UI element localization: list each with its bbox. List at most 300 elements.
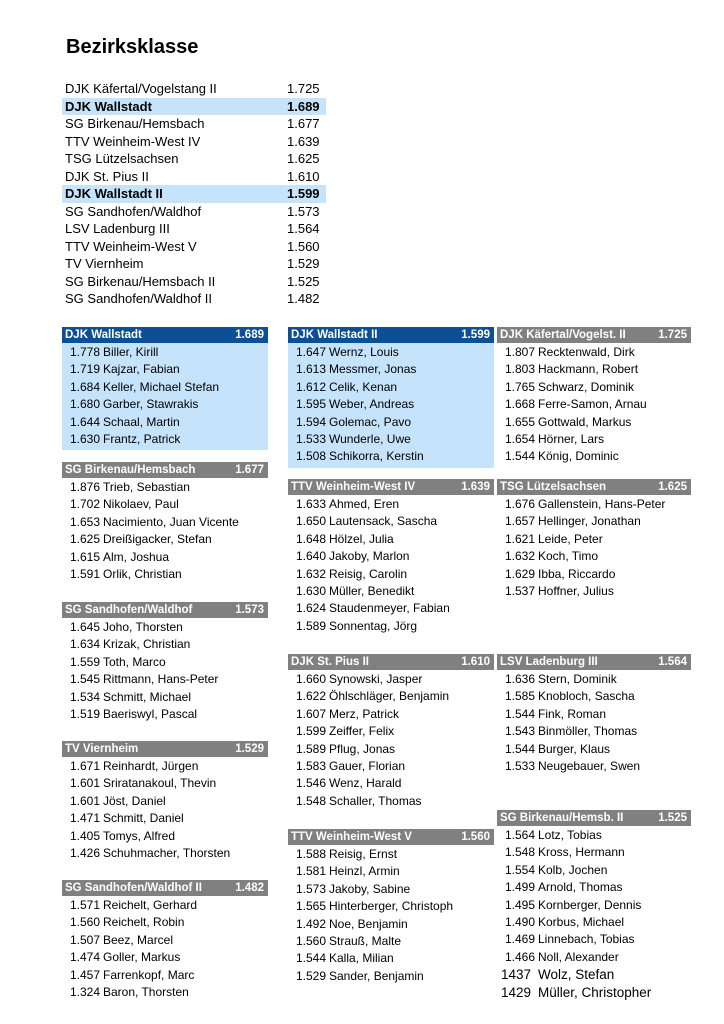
ranking-team-value: 1.560 <box>287 238 320 254</box>
player-name: Nikolaev, Paul <box>103 497 179 512</box>
player-name: Dreißigacker, Stefan <box>103 532 212 547</box>
player-value: 1.660 <box>296 672 327 686</box>
team-name: LSV Ladenburg III <box>500 656 598 668</box>
team-name: SG Birkenau/Hemsbach <box>65 464 196 476</box>
player-value: 1.490 <box>505 914 536 929</box>
ranking-row <box>62 255 326 273</box>
player-row <box>497 396 691 413</box>
team-block-djk-kaefertal <box>497 327 691 466</box>
player-name: Leide, Peter <box>538 531 603 546</box>
player-row <box>288 361 494 378</box>
player-value: 1.807 <box>505 345 536 359</box>
ranking-team-name: DJK St. Pius II <box>65 168 149 184</box>
player-name: Kolb, Jochen <box>538 862 608 877</box>
player-name: Baeriswyl, Pascal <box>103 706 198 721</box>
team-block-sg-sandhofen <box>62 602 268 723</box>
player-name: Merz, Patrick <box>329 706 400 721</box>
player-value: 1.634 <box>70 637 101 652</box>
player-value: 1.650 <box>296 514 327 529</box>
player-row <box>497 723 691 740</box>
player-name: Schuhmacher, Thorsten <box>103 845 231 860</box>
player-name: Schaal, Martin <box>103 414 180 429</box>
player-value: 1.457 <box>70 967 101 982</box>
player-name: Kross, Hermann <box>538 845 625 860</box>
player-name: Jakoby, Sabine <box>329 881 411 896</box>
player-row <box>497 531 691 548</box>
player-value: 1.559 <box>70 654 101 669</box>
player-name: Schaller, Thomas <box>329 793 422 808</box>
player-row <box>497 706 691 723</box>
player-value: 1.471 <box>70 811 101 826</box>
player-row <box>288 513 494 530</box>
player-value: 1.585 <box>505 689 536 704</box>
player-row <box>62 914 268 931</box>
player-row <box>62 514 268 531</box>
team-value: 1.564 <box>658 656 687 668</box>
player-name: Gallenstein, Hans-Peter <box>538 497 666 511</box>
player-row <box>288 846 494 863</box>
player-row <box>62 361 268 378</box>
ranking-row <box>62 290 326 308</box>
player-name: Gauer, Florian <box>329 758 406 773</box>
player-row <box>288 414 494 431</box>
player-row <box>288 618 494 635</box>
ranking-team-value: 1.689 <box>287 98 320 114</box>
ranking-row <box>62 150 326 168</box>
player-list <box>288 845 494 985</box>
team-block-djk-wallstadt-2 <box>288 327 494 468</box>
player-list <box>288 670 494 810</box>
player-list <box>497 495 691 600</box>
player-row <box>288 950 494 967</box>
ranking-row <box>62 168 326 186</box>
player-name: Binmöller, Thomas <box>538 724 638 739</box>
ranking-row <box>62 98 326 116</box>
player-value: 1.544 <box>505 741 536 756</box>
team-value: 1.689 <box>235 329 264 341</box>
player-value: 1.629 <box>505 566 536 581</box>
player-name: Öhlschläger, Benjamin <box>329 689 450 704</box>
player-value: 1.533 <box>505 758 536 773</box>
ranking-row <box>62 185 326 203</box>
player-name: Hoffner, Julius <box>538 583 614 598</box>
ranking-team-name: DJK Wallstadt II <box>65 186 163 201</box>
player-name: Baron, Thorsten <box>103 984 189 999</box>
team-name: TTV Weinheim-West IV <box>291 481 416 493</box>
ranking-row <box>62 238 326 256</box>
player-name: Kalla, Milian <box>329 951 394 966</box>
player-name: König, Dominic <box>538 449 619 464</box>
player-value: 1.581 <box>296 864 327 879</box>
ranking-row <box>62 115 326 133</box>
player-name: Wernz, Louis <box>329 345 399 359</box>
player-list <box>288 343 494 468</box>
player-name: Schikorra, Kerstin <box>329 449 424 464</box>
player-row <box>497 741 691 758</box>
player-row <box>62 706 268 723</box>
player-row <box>497 379 691 396</box>
player-value: 1.653 <box>70 514 101 529</box>
player-row <box>497 984 691 1001</box>
player-name: Noll, Alexander <box>538 949 619 964</box>
team-name: SG Sandhofen/Waldhof II <box>65 882 202 894</box>
ranking-team-name: SG Birkenau/Hemsbach II <box>65 273 216 289</box>
player-name: Schwarz, Dominik <box>538 379 635 394</box>
player-value: 1.778 <box>70 345 101 359</box>
player-name: Golemac, Pavo <box>329 414 412 429</box>
player-row <box>497 671 691 688</box>
player-name: Weber, Andreas <box>329 397 415 412</box>
player-name: Messmer, Jonas <box>329 362 417 377</box>
player-name: Müller, Benedikt <box>329 583 415 598</box>
player-value: 1.625 <box>70 532 101 547</box>
player-row <box>497 548 691 565</box>
player-row <box>62 758 268 775</box>
player-value: 1.594 <box>296 414 327 429</box>
ranking-team-value: 1.725 <box>287 81 320 96</box>
team-value: 1.639 <box>461 481 490 493</box>
player-list <box>62 478 268 583</box>
player-row <box>62 810 268 827</box>
player-name: Sander, Benjamin <box>329 968 424 983</box>
team-name: DJK Wallstadt <box>65 329 142 341</box>
player-value: 1.647 <box>296 345 327 359</box>
team-block-tv-viernheim <box>62 741 268 862</box>
player-name: Wunderle, Uwe <box>329 431 411 446</box>
player-value: 1.636 <box>505 672 536 686</box>
player-list <box>62 757 268 862</box>
player-value: 1.645 <box>70 620 101 634</box>
player-row <box>288 723 494 740</box>
player-value: 1.612 <box>296 379 327 394</box>
player-name: Beez, Marcel <box>103 932 174 947</box>
team-name: TTV Weinheim-West V <box>291 831 412 843</box>
player-value: 1.564 <box>505 828 536 842</box>
team-block-tsg-luetzelsachsen <box>497 479 691 600</box>
player-value: 1.876 <box>70 480 101 494</box>
player-value: 1.548 <box>505 845 536 860</box>
player-name: Recktenwald, Dirk <box>538 345 635 359</box>
player-row <box>62 636 268 653</box>
player-list <box>497 826 691 1001</box>
ranking-team-value: 1.525 <box>287 273 320 289</box>
player-value: 1.621 <box>505 531 536 546</box>
player-value: 1.633 <box>296 497 327 511</box>
player-value: 1.765 <box>505 379 536 394</box>
player-value: 1.644 <box>70 414 101 429</box>
player-name: Fink, Roman <box>538 706 607 721</box>
ranking-team-value: 1.599 <box>287 186 320 201</box>
player-list <box>497 670 691 775</box>
team-value: 1.610 <box>461 656 490 668</box>
player-name: Alm, Joshua <box>103 549 170 564</box>
player-row <box>497 862 691 879</box>
player-value: 1.543 <box>505 724 536 739</box>
ranking-team-name: LSV Ladenburg III <box>65 221 170 236</box>
player-name: Orlik, Christian <box>103 566 182 581</box>
player-value: 1.613 <box>296 362 327 377</box>
player-value: 1.684 <box>70 379 101 394</box>
player-row <box>497 566 691 583</box>
team-block-djk-wallstadt <box>62 327 268 450</box>
player-row <box>62 344 268 361</box>
player-row <box>62 414 268 431</box>
player-row <box>497 583 691 600</box>
player-value: 1.719 <box>70 362 101 377</box>
team-value: 1.625 <box>658 481 687 493</box>
player-row <box>62 949 268 966</box>
player-name: Celik, Kenan <box>329 379 398 394</box>
ranking-team-name: TTV Weinheim-West IV <box>65 133 201 149</box>
player-name: Kajzar, Fabian <box>103 362 180 377</box>
player-value: 1.554 <box>505 862 536 877</box>
player-name: Rittmann, Hans-Peter <box>103 672 219 687</box>
player-name: Krizak, Christian <box>103 637 191 652</box>
player-value: 1437 <box>501 967 532 983</box>
player-value: 1.680 <box>70 397 101 412</box>
player-row <box>288 531 494 548</box>
player-value: 1.648 <box>296 531 327 546</box>
player-name: Biller, Kirill <box>103 345 159 359</box>
player-row <box>62 549 268 566</box>
player-name: Reichelt, Robin <box>103 915 185 930</box>
player-row <box>62 654 268 671</box>
player-value: 1.588 <box>296 847 327 861</box>
player-row <box>497 513 691 530</box>
ranking-team-value: 1.529 <box>287 256 320 271</box>
team-block-djk-st-pius <box>288 654 494 810</box>
player-name: Wenz, Harald <box>329 776 402 791</box>
player-row <box>62 828 268 845</box>
team-name: SG Sandhofen/Waldhof <box>65 604 193 616</box>
player-value: 1.655 <box>505 414 536 429</box>
page-title: Bezirksklasse <box>66 36 199 58</box>
team-value: 1.529 <box>235 743 264 755</box>
player-row <box>497 344 691 361</box>
team-block-sg-birkenau-2 <box>497 810 691 1001</box>
player-name: Arnold, Thomas <box>538 880 623 895</box>
player-value: 1.632 <box>505 549 536 564</box>
player-name: Burger, Klaus <box>538 741 611 756</box>
player-name: Hackmann, Robert <box>538 362 639 377</box>
team-header <box>288 327 494 343</box>
player-row <box>497 914 691 931</box>
player-value: 1.544 <box>505 449 536 464</box>
player-row <box>288 496 494 513</box>
team-block-sg-birkenau <box>62 462 268 583</box>
team-name: TSG Lützelsachsen <box>500 481 607 493</box>
player-value: 1.508 <box>296 449 327 464</box>
player-value: 1429 <box>501 984 532 1000</box>
player-row <box>288 863 494 880</box>
player-name: Goller, Markus <box>103 950 181 965</box>
ranking-row <box>62 133 326 151</box>
team-header <box>497 327 691 343</box>
player-value: 1.533 <box>296 431 327 446</box>
player-value: 1.548 <box>296 793 327 808</box>
player-name: Frantz, Patrick <box>103 431 181 446</box>
player-value: 1.583 <box>296 758 327 773</box>
team-block-ttv-weinheim-4 <box>288 479 494 635</box>
player-row <box>288 566 494 583</box>
player-value: 1.607 <box>296 706 327 721</box>
team-header <box>62 741 268 757</box>
player-row <box>497 949 691 966</box>
player-name: Farrenkopf, Marc <box>103 967 195 982</box>
player-name: Garber, Stawrakis <box>103 397 199 412</box>
ranking-team-value: 1.677 <box>287 116 320 131</box>
player-value: 1.630 <box>70 431 101 446</box>
player-row <box>497 414 691 431</box>
player-name: Trieb, Sebastian <box>103 480 190 494</box>
player-name: Schmitt, Michael <box>103 689 192 704</box>
player-name: Reisig, Carolin <box>329 566 408 581</box>
player-name: Joho, Thorsten <box>103 620 183 634</box>
player-name: Jakoby, Marlon <box>329 549 410 564</box>
player-name: Kornberger, Dennis <box>538 897 642 912</box>
player-name: Strauß, Malte <box>329 933 402 948</box>
player-row <box>497 966 691 983</box>
player-row <box>62 431 268 448</box>
ranking-team-name: SG Birkenau/Hemsbach <box>65 116 205 131</box>
player-list <box>62 618 268 723</box>
player-value: 1.589 <box>296 741 327 756</box>
player-value: 1.519 <box>70 706 101 721</box>
player-row <box>288 793 494 810</box>
player-name: Hinterberger, Christoph <box>329 899 454 914</box>
player-name: Linnebach, Tobias <box>538 932 635 947</box>
ranking-team-value: 1.482 <box>287 291 320 306</box>
player-value: 1.803 <box>505 362 536 377</box>
team-name: DJK St. Pius II <box>291 656 369 668</box>
player-value: 1.544 <box>296 951 327 966</box>
team-header <box>497 654 691 670</box>
player-value: 1.702 <box>70 497 101 512</box>
player-name: Korbus, Michael <box>538 914 625 929</box>
player-row <box>288 671 494 688</box>
player-name: Pflug, Jonas <box>329 741 396 756</box>
player-row <box>497 688 691 705</box>
player-name: Heinzl, Armin <box>329 864 400 879</box>
ranking-row <box>62 203 326 221</box>
player-name: Hölzel, Julia <box>329 531 394 546</box>
ranking-team-name: TV Viernheim <box>65 256 144 271</box>
player-list <box>288 495 494 635</box>
player-row <box>497 879 691 896</box>
player-row <box>288 758 494 775</box>
team-value: 1.482 <box>235 882 264 894</box>
player-row <box>497 844 691 861</box>
team-header <box>62 462 268 478</box>
player-name: Jöst, Daniel <box>103 793 166 808</box>
player-name: Reichelt, Gerhard <box>103 898 198 912</box>
player-value: 1.671 <box>70 759 101 773</box>
player-value: 1.676 <box>505 497 536 511</box>
player-name: Müller, Christopher <box>538 984 652 1000</box>
player-name: Wolz, Stefan <box>538 967 615 983</box>
player-name: Toth, Marco <box>103 654 166 669</box>
player-value: 1.560 <box>70 915 101 930</box>
player-row <box>288 448 494 465</box>
team-name: TV Viernheim <box>65 743 139 755</box>
player-value: 1.324 <box>70 984 101 999</box>
player-name: Reisig, Ernst <box>329 847 398 861</box>
team-block-lsv-ladenburg <box>497 654 691 775</box>
team-value: 1.573 <box>235 604 264 616</box>
player-row <box>288 600 494 617</box>
ranking-team-name: TSG Lützelsachsen <box>65 151 179 166</box>
player-value: 1.495 <box>505 897 536 912</box>
player-list <box>497 343 691 466</box>
player-row <box>497 361 691 378</box>
player-row <box>62 793 268 810</box>
ranking-team-name: SG Sandhofen/Waldhof <box>65 203 202 219</box>
player-name: Synowski, Jasper <box>329 672 423 686</box>
player-value: 1.499 <box>505 880 536 895</box>
player-row <box>497 758 691 775</box>
player-row <box>62 496 268 513</box>
player-value: 1.565 <box>296 899 327 914</box>
player-value: 1.589 <box>296 618 327 633</box>
ranking-list <box>62 80 326 308</box>
player-row <box>62 689 268 706</box>
player-name: Hörner, Lars <box>538 431 605 446</box>
player-row <box>288 688 494 705</box>
ranking-row <box>62 273 326 291</box>
player-name: Ferre-Samon, Arnau <box>538 397 647 412</box>
player-value: 1.544 <box>505 706 536 721</box>
player-row <box>62 531 268 548</box>
player-value: 1.630 <box>296 583 327 598</box>
team-name: DJK Käfertal/Vogelst. II <box>500 329 626 341</box>
player-name: Knobloch, Sascha <box>538 689 635 704</box>
player-list <box>62 343 268 450</box>
player-name: Lotz, Tobias <box>538 828 602 842</box>
player-value: 1.405 <box>70 828 101 843</box>
team-value: 1.560 <box>461 831 490 843</box>
player-name: Gottwald, Markus <box>538 414 632 429</box>
ranking-team-name: TTV Weinheim-West V <box>65 238 197 254</box>
player-value: 1.601 <box>70 776 101 791</box>
player-row <box>62 396 268 413</box>
player-row <box>288 898 494 915</box>
player-value: 1.571 <box>70 898 101 912</box>
player-row <box>62 932 268 949</box>
ranking-team-name: DJK Wallstadt <box>65 98 152 114</box>
player-value: 1.622 <box>296 689 327 704</box>
player-value: 1.591 <box>70 566 101 581</box>
player-value: 1.668 <box>505 397 536 412</box>
player-name: Schmitt, Daniel <box>103 811 184 826</box>
player-value: 1.595 <box>296 397 327 412</box>
player-value: 1.537 <box>505 583 536 598</box>
player-value: 1.426 <box>70 845 101 860</box>
player-value: 1.545 <box>70 672 101 687</box>
ranking-team-value: 1.610 <box>287 168 320 184</box>
player-value: 1.474 <box>70 950 101 965</box>
team-block-ttv-weinheim-5 <box>288 829 494 985</box>
player-row <box>288 916 494 933</box>
player-value: 1.466 <box>505 949 536 964</box>
player-row <box>288 548 494 565</box>
player-row <box>288 968 494 985</box>
player-name: Sriratanakoul, Thevin <box>103 776 217 791</box>
player-value: 1.573 <box>296 881 327 896</box>
player-value: 1.560 <box>296 933 327 948</box>
team-name: SG Birkenau/Hemsb. II <box>500 812 624 824</box>
player-name: Neugebauer, Swen <box>538 758 641 773</box>
player-row <box>288 741 494 758</box>
